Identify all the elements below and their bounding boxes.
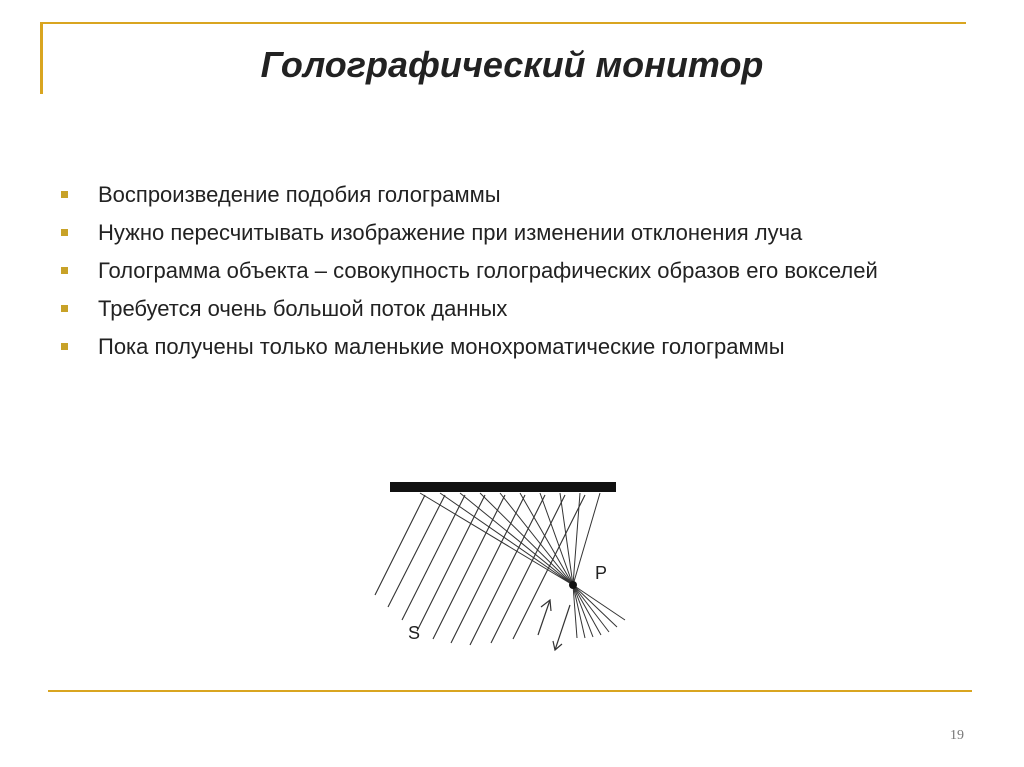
bullet-marker	[61, 343, 68, 350]
slide-title: Голографический монитор	[260, 44, 764, 85]
bullet-item	[58, 256, 958, 285]
bullet-text: Воспроизведение подобия голограммы	[98, 182, 501, 207]
bullet-marker	[61, 305, 68, 312]
incident-rays	[375, 495, 585, 645]
frame-top-accent	[40, 22, 966, 24]
bullet-item	[58, 294, 958, 323]
bullet-marker	[61, 191, 68, 198]
bullet-text: Пока получены только маленькие монохроматические голограммы	[98, 334, 785, 359]
bullet-text: Требуется очень большой поток данных	[98, 296, 508, 321]
bullet-marker	[61, 229, 68, 236]
bullet-text: Голограмма объекта – совокупность голографических образов его вокселей	[98, 258, 878, 283]
bullet-list	[58, 180, 958, 370]
focal-point	[569, 581, 577, 589]
hologram-diagram	[355, 475, 635, 665]
bullet-item	[58, 180, 958, 209]
bullet-text: Нужно пересчитывать изображение при изменении отклонения луча	[98, 220, 803, 245]
page-number: 19	[950, 728, 964, 743]
diverging-rays	[573, 585, 625, 638]
source-label: S	[408, 623, 421, 643]
point-label: P	[595, 563, 608, 583]
bullet-item	[58, 218, 958, 247]
bullet-marker	[61, 267, 68, 274]
bullet-item	[58, 332, 958, 361]
footer-divider	[48, 690, 972, 692]
hologram-plate	[390, 482, 616, 492]
direction-arrows	[538, 600, 570, 650]
